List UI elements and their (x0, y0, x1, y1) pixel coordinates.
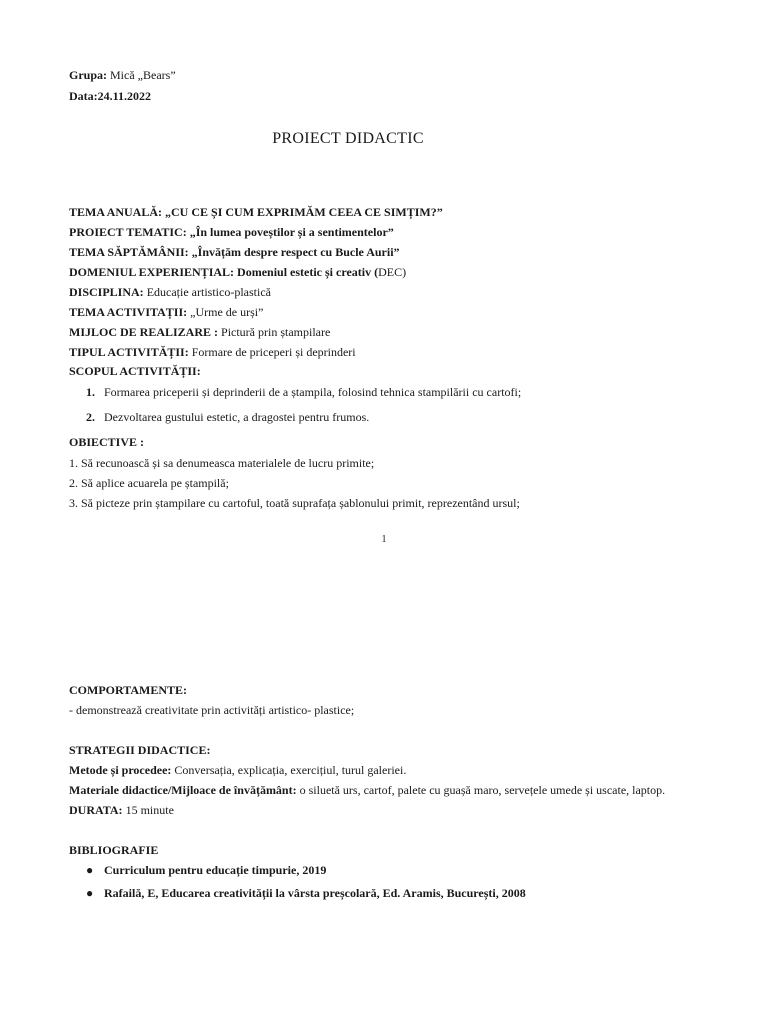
disciplina-line (69, 285, 271, 299)
obiective-label: OBIECTIVE : (69, 435, 145, 449)
bullet-icon: ● (86, 886, 94, 900)
grupa-line (69, 68, 176, 82)
tema-anuala-line (69, 205, 443, 219)
scopul-list-item (86, 385, 521, 399)
date-value: 24.11.2022 (97, 89, 152, 103)
obiectiv-item: 1. Să recunoască și sa denumeasca materialele de lucru primite; (69, 456, 375, 470)
tipul-line (69, 345, 356, 359)
page-title: PROIECT DIDACTIC (272, 130, 424, 147)
bibliografie-text: Curriculum pentru educație timpurie, 2019 (104, 863, 327, 877)
durata-value: 15 minute (122, 803, 174, 817)
domeniul-label: DOMENIUL EXPERIENȚIAL: (69, 265, 235, 279)
list-number: 1. (86, 385, 95, 399)
metode-label: Metode și procedee: (69, 763, 172, 777)
domeniul-value-rest: DEC) (378, 265, 407, 279)
strategii-label: STRATEGII DIDACTICE: (69, 743, 211, 757)
durata-label: DURATA: (69, 803, 123, 817)
metode-value: Conversația, explicația, exercițiul, turul galeriei. (171, 763, 407, 777)
page-number: 1 (381, 534, 387, 545)
tema-activitatii-line (69, 305, 263, 319)
tema-saptamanii-label: TEMA SĂPTĂMÂNII: (69, 245, 189, 259)
proiect-tematic-line (69, 225, 394, 239)
mijloc-label: MIJLOC DE REALIZARE : (69, 325, 219, 339)
proiect-tematic-label: PROIECT TEMATIC: (69, 225, 187, 239)
disciplina-value: Educație artistico-plastică (143, 285, 271, 299)
disciplina-label: DISCIPLINA: (69, 285, 144, 299)
comportamente-label: COMPORTAMENTE: (69, 683, 188, 697)
list-number: 2. (86, 410, 95, 424)
tema-activitatii-label: TEMA ACTIVITAȚII: (69, 305, 188, 319)
bullet-icon: ● (86, 863, 94, 877)
mijloc-value: Pictură prin ștampilare (218, 325, 331, 339)
bibliografie-item (86, 886, 526, 900)
obiectiv-item: 2. Să aplice acuarela pe ștampilă; (69, 476, 229, 490)
mijloc-line (69, 325, 330, 339)
tema-anuala-label: TEMA ANUALĂ: (69, 205, 163, 219)
grupa-value: Mică „Bears” (107, 68, 176, 82)
grupa-label: Grupa: (69, 68, 108, 82)
tema-saptamanii-line (69, 245, 400, 259)
tipul-label: TIPUL ACTIVITĂȚII: (69, 345, 189, 359)
bibliografie-label: BIBLIOGRAFIE (69, 843, 159, 857)
list-item-text: Dezvoltarea gustului estetic, a dragostei pentru frumos. (104, 410, 370, 424)
scopul-list-item (86, 410, 369, 424)
materiale-value: o siluetă urs, cartof, palete cu guașă maro, servețele umede și uscate, laptop. (296, 783, 666, 797)
domeniul-line (69, 265, 406, 279)
tema-anuala-value: „CU CE ȘI CUM EXPRIMĂM CEEA CE SIMȚIM?” (162, 205, 443, 219)
metode-line (69, 763, 406, 777)
comportamente-text: - demonstrează creativitate prin activități artistico- plastice; (69, 703, 355, 717)
domeniul-value-bold: Domeniul estetic și creativ ( (234, 265, 379, 279)
tema-activitatii-value: „Urme de urși” (187, 305, 264, 319)
bibliografie-item (86, 863, 326, 877)
durata-line (69, 803, 174, 817)
obiectiv-item: 3. Să picteze prin ștampilare cu cartoful, toată suprafața șablonului primit, reprezentând ursul; (69, 496, 520, 510)
materiale-label: Materiale didactice/Mijloace de învățământ: (69, 783, 297, 797)
date-line (69, 89, 151, 103)
date-label: Data: (69, 89, 98, 103)
proiect-tematic-value: „În lumea poveștilor și a sentimentelor” (186, 225, 394, 239)
bibliografie-text: Rafailă, E, Educarea creativității la vârsta preșcolară, Ed. Aramis, București, 2008 (104, 886, 526, 900)
list-item-text: Formarea priceperii și deprinderii de a ștampila, folosind tehnica stampilării cu cartofi; (104, 385, 522, 399)
scopul-label: SCOPUL ACTIVITĂȚII: (69, 364, 201, 378)
tema-saptamanii-value: „Învățăm despre respect cu Bucle Aurii” (188, 245, 400, 259)
materiale-line (69, 783, 665, 797)
tipul-value: Formare de priceperi și deprinderi (188, 345, 356, 359)
